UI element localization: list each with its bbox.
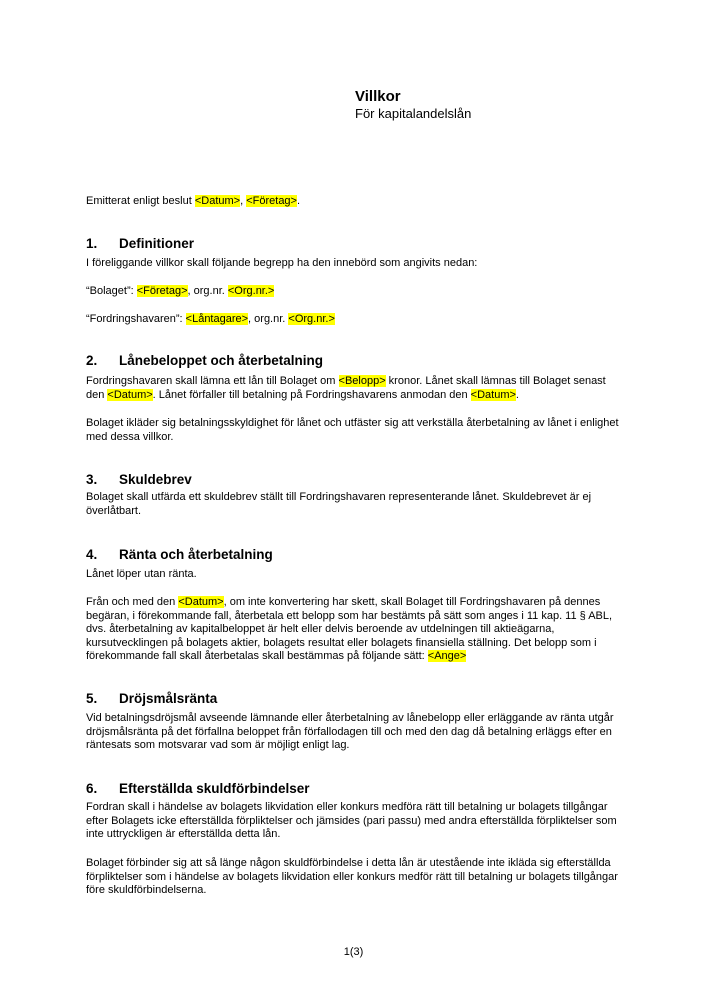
section-3-paragraph: Bolaget skall utfärda ett skuldebrev ställt till Fordringshavaren representerande lånet. Skuldebrevet är ej överlåtbart. — [86, 491, 592, 517]
definition-bolaget — [86, 285, 626, 299]
section-title: Definitioner — [119, 236, 195, 251]
definition-fordringshavaren — [86, 313, 626, 327]
section-title: Dröjsmålsränta — [119, 691, 218, 706]
placeholder-orgnr: <Org.nr.> — [227, 285, 275, 297]
definition-term: “Bolaget”: — [86, 285, 137, 297]
section-number: 3. — [86, 472, 98, 487]
paragraph-text: Från och med den — [86, 596, 179, 608]
definition-term: “Fordringshavaren”: — [86, 313, 186, 325]
placeholder-orgnr: <Org.nr.> — [288, 313, 335, 325]
section-number: 5. — [86, 691, 98, 706]
section-heading-4 — [86, 547, 273, 563]
placeholder-datum: <Datum> — [107, 388, 153, 401]
intro-end: . — [296, 195, 301, 207]
placeholder-foretag: <Företag> — [246, 195, 297, 207]
definition-text: , org.nr. — [187, 285, 228, 297]
definition-text: , org.nr. — [248, 313, 289, 325]
section-6-paragraph-1: Fordran skall i händelse av bolagets likvidation eller konkurs medföra rätt till betalning ur bolagets tillgångar efter Bolagets icke efterställda förpliktelser och jämsides (pari passu) med andra efterställda förpliktelser som inte uttryckligen är efterställda detta lån. — [86, 801, 617, 841]
placeholder-ange: <Ange> — [427, 650, 467, 663]
paragraph-text: . — [515, 388, 519, 401]
section-2-paragraph-1 — [86, 375, 626, 402]
section-heading-1 — [86, 236, 194, 252]
paragraph-text: , om inte konvertering har skett, skall Bolaget till Fordringshavaren på dennes begäran, i förekommande fall, återbetala ett belopp som har bestämts på sätt som anges i 11 kap. 11 § ABL, dvs. återbetalning av kapitalbeloppet är helt eller delvis beroende av utdelningen till aktieägarna, kursutvecklingen på bolagets aktier, bolagets resultat eller bolagets finansiella ställning. Det belopp som i förekommande fall skall återbetalas skall bestämmas på följande sätt: — [86, 596, 613, 663]
section-1-paragraph: I föreliggande villkor skall följande begrepp ha den innebörd som angivits nedan: — [86, 257, 478, 269]
document-subtitle: För kapitalandelslån — [355, 106, 472, 121]
section-number: 6. — [86, 781, 98, 796]
document-title: Villkor — [355, 88, 401, 105]
section-number: 4. — [86, 547, 98, 562]
section-title: Efterställda skuldförbindelser — [119, 781, 310, 796]
section-5-paragraph: Vid betalningsdröjsmål avseende lämnande eller återbetalning av lånebelopp eller erläggande av ränta utgår dröjsmålsränta på det förfallna beloppet från förfallodagen till och med den dag då betalning erläggs efter en räntesats som motsvarar vad som är möjligt enligt lag. — [86, 712, 614, 752]
section-6-paragraph-2: Bolaget förbinder sig att så länge någon skuldförbindelse i detta lån är utestående inte ikläda sig efterställda förpliktelser som i händelse av bolagets likvidation eller konkurs medför rätt till betalning ur bolagets tillgångar före skuldförbindelserna. — [86, 857, 618, 897]
section-heading-2 — [86, 353, 323, 369]
section-heading-3 — [86, 472, 192, 488]
section-number: 1. — [86, 236, 98, 251]
paragraph-text: Fordringshavaren skall lämna ett lån till Bolaget om — [86, 375, 339, 387]
section-title: Ränta och återbetalning — [119, 547, 273, 562]
placeholder-lantagare: <Låntagare> — [185, 313, 249, 325]
placeholder-foretag: <Företag> — [136, 285, 188, 297]
placeholder-datum: <Datum> — [178, 596, 224, 608]
section-number: 2. — [86, 353, 98, 368]
placeholder-datum: <Datum> — [470, 388, 516, 401]
section-heading-5 — [86, 691, 217, 707]
paragraph-text: kronor. Lånet skall lämnas till Bolaget senast den — [86, 375, 606, 401]
placeholder-belopp: <Belopp> — [338, 375, 386, 387]
paragraph-text: . Lånet förfaller till betalning på Fordringshavarens anmodan den — [152, 388, 471, 401]
page-number: 1(3) — [343, 946, 364, 958]
section-2-paragraph-2: Bolaget ikläder sig betalningsskyldighet för lånet och utfäster sig att verkställa återbetalning av lånet i enlighet med dessa villkor. — [86, 417, 619, 443]
section-4-paragraph-1: Lånet löper utan ränta. — [86, 568, 197, 580]
placeholder-datum: <Datum> — [194, 195, 241, 207]
section-title: Skuldebrev — [119, 472, 192, 487]
title-block — [355, 88, 471, 122]
section-heading-6 — [86, 781, 310, 797]
intro-text: Emitterat enligt beslut — [86, 195, 195, 207]
section-title: Lånebeloppet och återbetalning — [119, 353, 324, 368]
section-4-paragraph-2 — [86, 596, 626, 664]
intro-paragraph — [86, 195, 626, 209]
intro-separator: , — [240, 195, 247, 207]
